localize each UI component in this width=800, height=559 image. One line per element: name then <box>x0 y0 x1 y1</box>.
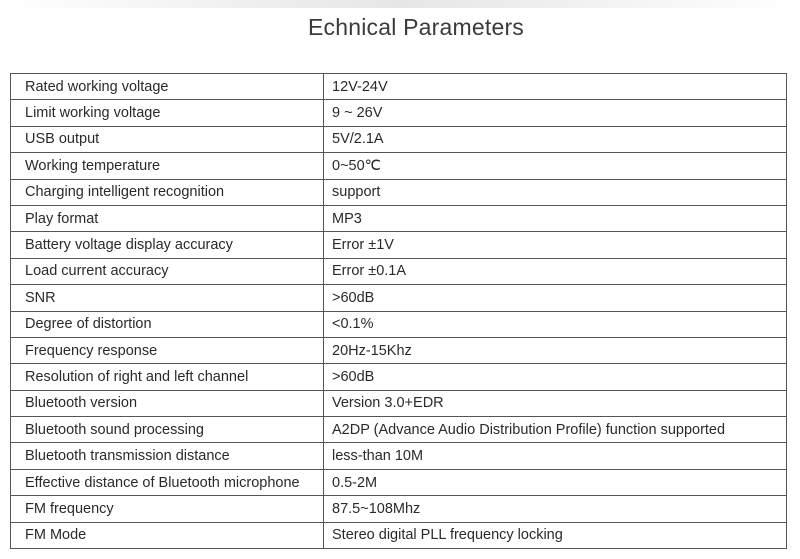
table-row <box>11 258 787 284</box>
param-value-cell: 5V/2.1A <box>324 126 787 152</box>
table-row <box>11 285 787 311</box>
table-row <box>11 311 787 337</box>
param-name-cell: Load current accuracy <box>11 258 324 284</box>
param-name-cell: Rated working voltage <box>11 74 324 100</box>
param-value-cell: >60dB <box>324 285 787 311</box>
param-name-cell: FM frequency <box>11 496 324 522</box>
param-name-cell: Charging intelligent recognition <box>11 179 324 205</box>
param-value-cell: MP3 <box>324 205 787 231</box>
table-row <box>11 179 787 205</box>
table-row <box>11 417 787 443</box>
param-value-cell: >60dB <box>324 364 787 390</box>
table-row <box>11 364 787 390</box>
param-value-cell: Error ±1V <box>324 232 787 258</box>
param-name-cell: FM Mode <box>11 522 324 548</box>
table-row <box>11 390 787 416</box>
table-row <box>11 232 787 258</box>
param-name-cell: Play format <box>11 205 324 231</box>
param-name-cell: Bluetooth version <box>11 390 324 416</box>
param-value-cell: Stereo digital PLL frequency locking <box>324 522 787 548</box>
table-row <box>11 126 787 152</box>
table-row <box>11 205 787 231</box>
table-row <box>11 100 787 126</box>
param-value-cell: less-than 10M <box>324 443 787 469</box>
top-divider <box>0 0 800 8</box>
param-name-cell: Working temperature <box>11 153 324 179</box>
param-name-cell: SNR <box>11 285 324 311</box>
param-value-cell: 0~50℃ <box>324 153 787 179</box>
param-name-cell: Limit working voltage <box>11 100 324 126</box>
param-name-cell: USB output <box>11 126 324 152</box>
param-name-cell: Resolution of right and left channel <box>11 364 324 390</box>
table-row <box>11 153 787 179</box>
param-value-cell: A2DP (Advance Audio Distribution Profile) function supported <box>324 417 787 443</box>
table-row <box>11 74 787 100</box>
table-row <box>11 522 787 548</box>
param-value-cell: Error ±0.1A <box>324 258 787 284</box>
page-title: Echnical Parameters <box>308 14 524 40</box>
param-value-cell: 20Hz-15Khz <box>324 337 787 363</box>
param-name-cell: Frequency response <box>11 337 324 363</box>
param-value-cell: 87.5~108Mhz <box>324 496 787 522</box>
table-row <box>11 469 787 495</box>
table-row <box>11 337 787 363</box>
spec-table-body <box>11 74 787 549</box>
param-value-cell: 12V-24V <box>324 74 787 100</box>
param-value-cell: support <box>324 179 787 205</box>
param-name-cell: Bluetooth sound processing <box>11 417 324 443</box>
param-name-cell: Bluetooth transmission distance <box>11 443 324 469</box>
param-value-cell: 0.5-2M <box>324 469 787 495</box>
table-row <box>11 496 787 522</box>
param-name-cell: Effective distance of Bluetooth microphone <box>11 469 324 495</box>
param-value-cell: 9 ~ 26V <box>324 100 787 126</box>
table-row <box>11 443 787 469</box>
param-value-cell: <0.1% <box>324 311 787 337</box>
spec-table <box>10 73 787 549</box>
param-name-cell: Degree of distortion <box>11 311 324 337</box>
param-name-cell: Battery voltage display accuracy <box>11 232 324 258</box>
param-value-cell: Version 3.0+EDR <box>324 390 787 416</box>
